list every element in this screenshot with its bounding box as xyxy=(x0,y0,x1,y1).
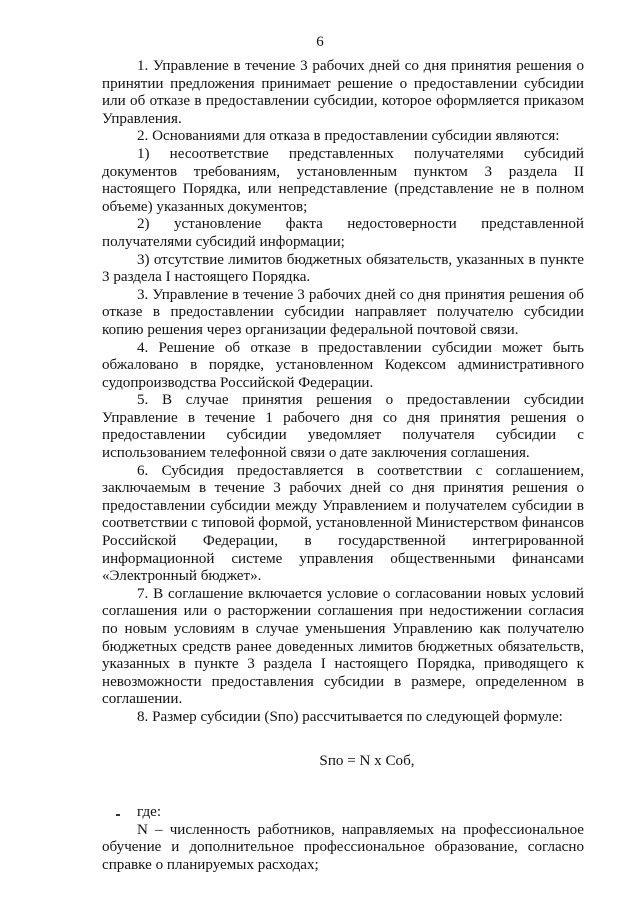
paragraph-2-item-3: 3) отсутствие лимитов бюджетных обязательств, указанных в пункте 3 раздела I настоящего Порядка. xyxy=(102,251,584,286)
paragraph-7: 7. В соглашение включается условие о согласовании новых условий соглашения или о расторжении соглашения при недостижении согласия по новым условиям в случае уменьшения Управлению как получателю бюджетных средств ранее доведенных лимитов бюджетных обязательств, указанных в пункте 3 раздела I настоящего Порядка, приводящего к невозможности предоставления субсидии в размере, определенном в соглашении. xyxy=(102,585,584,708)
where-label: где: xyxy=(137,804,162,821)
paragraph-8: 8. Размер субсидии (Sпо) рассчитывается по следующей формуле: xyxy=(137,708,563,725)
document-body xyxy=(102,58,584,875)
paragraph-2: 2. Основаниями для отказа в предоставлении субсидии являются: xyxy=(137,128,560,145)
paragraph-2-item-2: 2) установление факта недостоверности представленной получателями субсидий информации; xyxy=(102,216,584,250)
paragraph-6: 6. Субсидия предоставляется в соответствии с соглашением, заключаемым в течение 3 рабочих дней со дня принятия решения о предоставлении субсидии между Управлением и получателем субсидии в соответствии с типовой формой, установленной Министерством финансов Российской Федерации, в государственной интегрированной информационной системе управления общественными финансами «Электронный бюджет». xyxy=(102,462,584,585)
paragraph-1: 1. Управление в течение 3 рабочих дней со дня принятия решения о принятии предложения принимает решение о предоставлении субсидии или об отказе в предоставлении субсидии, которое оформляется приказом Управления. xyxy=(102,58,584,127)
scan-mark xyxy=(116,814,120,816)
paragraph-4: 4. Решение об отказе в предоставлении субсидии может быть обжаловано в порядке, установленном Кодексом административного судопроизводства Российской Федерации. xyxy=(102,339,584,391)
paragraph-2-item-1: 1) несоответствие представленных получателями субсидий документов требованиям, установленным пунктом 3 раздела II настоящего Порядка, или непредставление (представление не в полном объеме) указанных документов; xyxy=(102,145,584,215)
definition-n: N – численность работников, направляемых на профессиональное обучение и дополнительное профессиональное образование, согласно справке о планируемых расходах; xyxy=(102,821,584,873)
paragraph-3: 3. Управление в течение 3 рабочих дней со дня принятия решения об отказе в предоставлении субсидии направляет получателю субсидии копию решения через организации федеральной почтовой связи. xyxy=(102,286,584,338)
subsidy-formula: Sпо = N x Cоб, xyxy=(319,752,415,769)
paragraph-5: 5. В случае принятия решения о предоставлении субсидии Управление в течение 1 рабочего дня со дня принятия решения о предоставлении субсидии уведомляет получателя субсидии с использованием телефонной связи о дате заключения соглашения. xyxy=(102,392,584,462)
where-block xyxy=(102,804,584,822)
page-number: 6 xyxy=(316,34,324,50)
